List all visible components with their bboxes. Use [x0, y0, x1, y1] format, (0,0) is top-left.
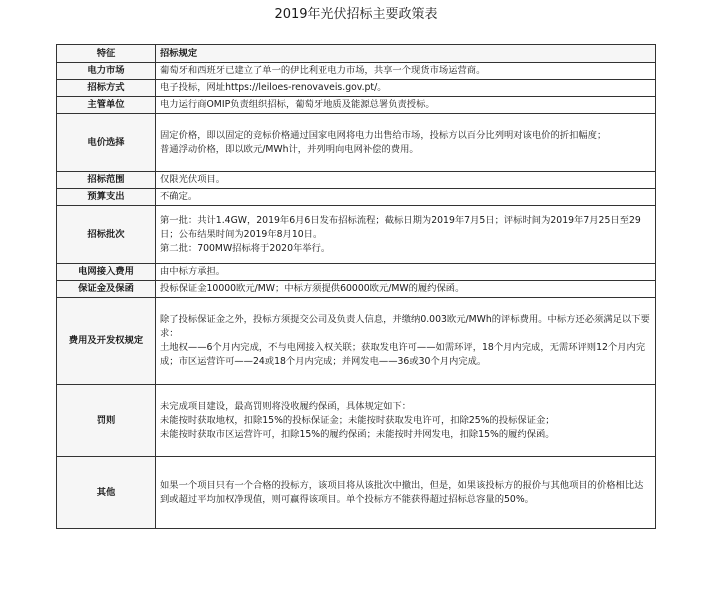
row-value: 由中标方承担。	[156, 264, 656, 281]
page-title: 2019年光伏招标主要政策表	[274, 7, 438, 22]
row-value: 葡萄牙和西班牙已建立了单一的伊比利亚电力市场，共享一个现货市场运营商。	[156, 63, 656, 80]
row-key: 招标方式	[57, 80, 156, 97]
row-key: 招标范围	[57, 172, 156, 189]
policy-table	[56, 44, 656, 529]
table-row	[57, 281, 656, 298]
table-header-row	[57, 45, 656, 63]
row-key: 其他	[57, 457, 156, 529]
table-row	[57, 385, 656, 457]
row-key: 电网接入费用	[57, 264, 156, 281]
table-row	[57, 80, 656, 97]
row-value: 未完成项目建设，最高罚则将没收履约保函，具体规定如下： 未能按时获取地权，扣除15%的投标保证金；未能按时获取发电许可，扣除25%的投标保证金； 未能按时获取市区运营许可，扣除15%的履约保函；未能按时并网发电，扣除15%的履约保函。	[156, 385, 656, 457]
row-key: 招标批次	[57, 206, 156, 264]
row-key: 保证金及保函	[57, 281, 156, 298]
table-row	[57, 172, 656, 189]
table-row	[57, 97, 656, 114]
table-row	[57, 298, 656, 385]
table-row	[57, 206, 656, 264]
row-value: 如果一个项目只有一个合格的投标方，该项目将从该批次中撤出，但是，如果该投标方的报价与其他项目的价格相比达到或超过平均加权净现值，则可赢得该项目。单个投标方不能获得超过招标总容量的50%。	[156, 457, 656, 529]
table-row	[57, 189, 656, 206]
row-key: 预算支出	[57, 189, 156, 206]
row-value: 电力运行商OMIP负责组织招标，葡萄牙地质及能源总署负责授标。	[156, 97, 656, 114]
row-value: 第一批：共计1.4GW，2019年6月6日发布招标流程；截标日期为2019年7月5日；评标时间为2019年7月25日至29日；公布结果时间为2019年8月10日。 第二批：700MW招标将于2020年举行。	[156, 206, 656, 264]
row-value: 投标保证金10000欧元/MW；中标方须提供60000欧元/MW的履约保函。	[156, 281, 656, 298]
table-row	[57, 264, 656, 281]
row-value: 仅限光伏项目。	[156, 172, 656, 189]
row-key: 主管单位	[57, 97, 156, 114]
row-key: 费用及开发权规定	[57, 298, 156, 385]
row-key: 电价选择	[57, 114, 156, 172]
row-value: 电子投标，网址https://leiloes-renovaveis.gov.pt/。	[156, 80, 656, 97]
table-row	[57, 63, 656, 80]
row-key: 电力市场	[57, 63, 156, 80]
row-key: 罚则	[57, 385, 156, 457]
row-value: 除了投标保证金之外，投标方须提交公司及负责人信息，并缴纳0.003欧元/MWh的评标费用。中标方还必须满足以下要求： 土地权——6个月内完成，不与电网接入权关联；获取发电许可——如需环评，18个月内完成，无需环评则12个月内完成；市区运营许可——24或18个月内完成；并网发电——36或30个月内完成。	[156, 298, 656, 385]
row-value: 固定价格，即以固定的竞标价格通过国家电网将电力出售给市场，投标方以百分比列明对该电价的折扣幅度； 普通浮动价格，即以欧元/MWh计，并列明向电网补偿的费用。	[156, 114, 656, 172]
row-value: 不确定。	[156, 189, 656, 206]
table-row	[57, 114, 656, 172]
header-feature: 特征	[57, 45, 156, 63]
header-rules: 招标规定	[156, 45, 656, 63]
table-row	[57, 457, 656, 529]
